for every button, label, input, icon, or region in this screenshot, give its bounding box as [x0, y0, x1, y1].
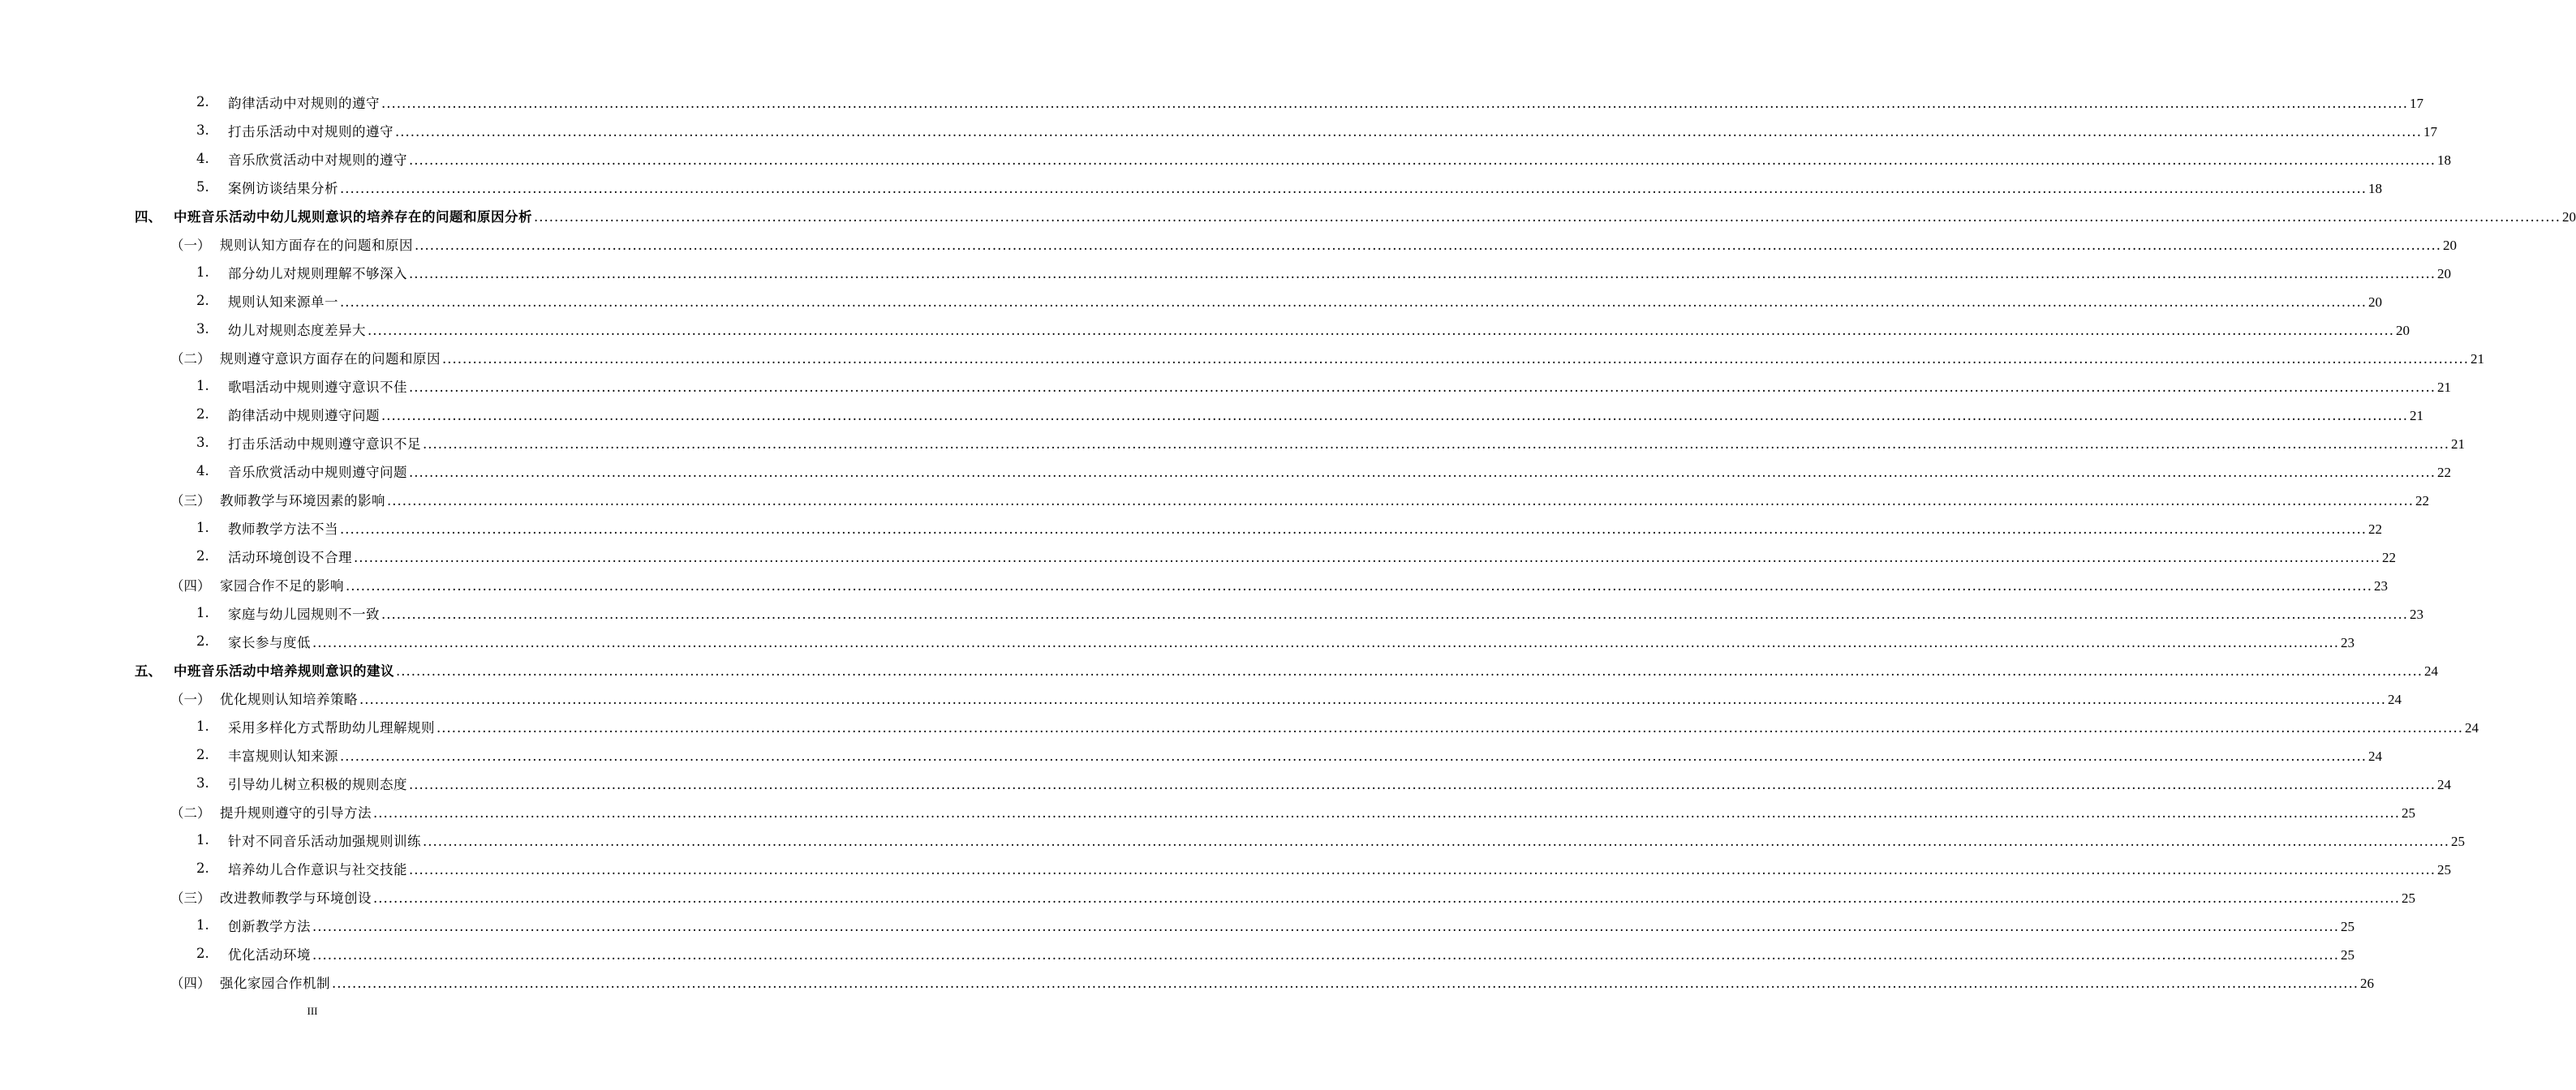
toc-dot-leader: ................................................................................................................................................................................................................................................................................................................................................................................................................ — [373, 890, 2400, 906]
toc-entry-page: 24 — [2436, 776, 2451, 792]
toc-entry-page: 22 — [2415, 492, 2429, 509]
toc-entry-title: 打击乐活动中规则遵守意识不足 — [228, 436, 421, 452]
toc-entry-page: 24 — [2423, 663, 2438, 679]
toc-dot-leader: ................................................................................................................................................................................................................................................................................................................................................................................................................ — [396, 663, 2423, 679]
toc-dot-leader: ................................................................................................................................................................................................................................................................................................................................................................................................................ — [340, 521, 2367, 537]
toc-entry-title: 家庭与幼儿园规则不一致 — [228, 606, 380, 622]
toc-entry-title: 幼儿对规则态度差异大 — [228, 322, 366, 338]
toc-dot-leader: ................................................................................................................................................................................................................................................................................................................................................................................................................ — [409, 265, 2436, 281]
toc-entry-page: 20 — [2395, 322, 2410, 338]
toc-entry-number: 2. — [196, 633, 209, 649]
toc-entry[interactable] — [0, 712, 2479, 740]
toc-dot-leader: ................................................................................................................................................................................................................................................................................................................................................................................................................ — [354, 549, 2380, 565]
toc-entry[interactable] — [0, 599, 2423, 627]
toc-entry-title: 针对不同音乐活动加强规则训练 — [228, 833, 421, 849]
toc-entry-title: 韵律活动中规则遵守问题 — [228, 407, 380, 423]
toc-entry-page: 24 — [2387, 691, 2402, 707]
toc-entry-title: 创新教学方法 — [228, 918, 311, 934]
toc-entry-page: 22 — [2367, 521, 2382, 537]
toc-entry-title: 打击乐活动中对规则的遵守 — [228, 123, 393, 139]
toc-entry[interactable] — [0, 513, 2382, 542]
toc-dot-leader: ................................................................................................................................................................................................................................................................................................................................................................................................................ — [395, 123, 2422, 139]
toc-entry[interactable] — [0, 173, 2382, 201]
toc-dot-leader: ................................................................................................................................................................................................................................................................................................................................................................................................................ — [437, 719, 2463, 736]
toc-entry-page: 26 — [2359, 975, 2374, 991]
toc-entry-page: 23 — [2409, 606, 2423, 622]
toc-entry-number: 1. — [196, 832, 209, 848]
toc-entry[interactable] — [0, 116, 2437, 144]
toc-entry-page: 18 — [2367, 180, 2382, 196]
toc-entry-title: 改进教师教学与环境创设 — [220, 890, 372, 906]
toc-entry[interactable] — [0, 343, 2484, 371]
toc-entry-title: 教师教学与环境因素的影响 — [220, 492, 385, 509]
toc-entry-title: 丰富规则认知来源 — [228, 748, 338, 764]
toc-entry-number: （三） — [170, 492, 211, 509]
toc-entry-page: 21 — [2436, 379, 2451, 395]
toc-entry-page: 25 — [2450, 833, 2465, 849]
toc-entry-page: 25 — [2340, 946, 2355, 963]
toc-entry[interactable] — [0, 201, 2576, 230]
toc-entry[interactable] — [0, 258, 2451, 286]
toc-entry-title: 音乐欣赏活动中对规则的遵守 — [228, 152, 407, 168]
toc-entry-page: 21 — [2450, 436, 2465, 452]
toc-dot-leader: ................................................................................................................................................................................................................................................................................................................................................................................................................ — [387, 492, 2414, 509]
page-number-footer: III — [307, 1005, 318, 1017]
toc-entry[interactable] — [0, 542, 2396, 570]
toc-entry-title: 培养幼儿合作意识与社交技能 — [228, 861, 407, 878]
toc-entry[interactable] — [0, 627, 2355, 655]
toc-entry-number: 2. — [196, 406, 209, 422]
toc-entry-number: 1. — [196, 605, 209, 620]
toc-entry-number: 4. — [196, 463, 209, 478]
toc-entry[interactable] — [0, 400, 2423, 428]
toc-dot-leader: ................................................................................................................................................................................................................................................................................................................................................................................................................ — [332, 975, 2359, 991]
toc-dot-leader: ................................................................................................................................................................................................................................................................................................................................................................................................................ — [423, 436, 2449, 452]
table-of-contents — [0, 88, 2576, 996]
toc-entry-page: 22 — [2436, 464, 2451, 480]
toc-entry-number: 2. — [196, 548, 209, 564]
toc-entry-page: 23 — [2340, 634, 2355, 650]
toc-entry-page: 21 — [2409, 407, 2423, 423]
toc-entry-page: 17 — [2423, 123, 2437, 139]
toc-entry-title: 家园合作不足的影响 — [220, 577, 344, 594]
toc-entry[interactable] — [0, 797, 2415, 826]
toc-dot-leader: ................................................................................................................................................................................................................................................................................................................................................................................................................ — [442, 350, 2469, 367]
toc-dot-leader: ................................................................................................................................................................................................................................................................................................................................................................................................................ — [409, 379, 2436, 395]
toc-dot-leader: ................................................................................................................................................................................................................................................................................................................................................................................................................ — [346, 577, 2372, 594]
toc-entry[interactable] — [0, 655, 2438, 684]
toc-entry-number: 3. — [196, 775, 209, 791]
toc-entry-page: 24 — [2367, 748, 2382, 764]
toc-entry-page: 25 — [2340, 918, 2355, 934]
toc-entry-title: 提升规则遵守的引导方法 — [220, 805, 372, 821]
toc-entry[interactable] — [0, 769, 2451, 797]
toc-entry-page: 20 — [2561, 208, 2576, 225]
toc-entry-number: 2. — [196, 94, 209, 109]
toc-dot-leader: ................................................................................................................................................................................................................................................................................................................................................................................................................ — [381, 95, 2408, 111]
toc-dot-leader: ................................................................................................................................................................................................................................................................................................................................................................................................................ — [312, 946, 2339, 963]
toc-entry-page: 25 — [2436, 861, 2451, 878]
toc-entry-title: 教师教学方法不当 — [228, 521, 338, 537]
toc-entry-number: 3. — [196, 435, 209, 450]
toc-dot-leader: ................................................................................................................................................................................................................................................................................................................................................................................................................ — [373, 805, 2400, 821]
toc-entry[interactable] — [0, 740, 2382, 769]
toc-entry[interactable] — [0, 315, 2410, 343]
toc-dot-leader: ................................................................................................................................................................................................................................................................................................................................................................................................................ — [340, 294, 2367, 310]
toc-entry-number: 1. — [196, 719, 209, 734]
toc-dot-leader: ................................................................................................................................................................................................................................................................................................................................................................................................................ — [359, 691, 2386, 707]
toc-entry[interactable] — [0, 684, 2402, 712]
toc-entry[interactable] — [0, 144, 2451, 173]
toc-entry[interactable] — [0, 371, 2451, 400]
toc-entry-title: 家长参与度低 — [228, 634, 311, 650]
toc-dot-leader: ................................................................................................................................................................................................................................................................................................................................................................................................................ — [381, 606, 2408, 622]
toc-dot-leader: ................................................................................................................................................................................................................................................................................................................................................................................................................ — [409, 776, 2436, 792]
toc-entry-number: （二） — [170, 805, 211, 821]
toc-entry-title: 中班音乐活动中幼儿规则意识的培养存在的问题和原因分析 — [174, 208, 532, 225]
toc-entry[interactable] — [0, 911, 2355, 939]
toc-entry[interactable] — [0, 882, 2415, 911]
toc-entry-title: 活动环境创设不合理 — [228, 549, 352, 565]
toc-entry-number: 1. — [196, 917, 209, 933]
toc-dot-leader: ................................................................................................................................................................................................................................................................................................................................................................................................................ — [381, 407, 2408, 423]
toc-dot-leader: ................................................................................................................................................................................................................................................................................................................................................................................................................ — [340, 180, 2367, 196]
toc-entry-title: 案例访谈结果分析 — [228, 180, 338, 196]
toc-entry-page: 24 — [2464, 719, 2479, 736]
toc-entry-number: 2. — [196, 946, 209, 961]
toc-entry-page: 23 — [2373, 577, 2388, 594]
toc-entry-number: （一） — [170, 237, 211, 253]
toc-entry-page: 25 — [2401, 890, 2415, 906]
toc-entry[interactable] — [0, 826, 2465, 854]
toc-entry[interactable] — [0, 854, 2451, 882]
toc-entry-title: 音乐欣赏活动中规则遵守问题 — [228, 464, 407, 480]
toc-entry[interactable] — [0, 570, 2388, 599]
toc-entry-title: 优化规则认知培养策略 — [220, 691, 358, 707]
toc-entry-number: 2. — [196, 747, 209, 762]
toc-entry[interactable] — [0, 939, 2355, 968]
toc-dot-leader: ................................................................................................................................................................................................................................................................................................................................................................................................................ — [312, 634, 2339, 650]
toc-entry-title: 歌唱活动中规则遵守意识不佳 — [228, 379, 407, 395]
toc-dot-leader: ................................................................................................................................................................................................................................................................................................................................................................................................................ — [423, 833, 2449, 849]
toc-dot-leader: ................................................................................................................................................................................................................................................................................................................................................................................................................ — [340, 748, 2367, 764]
toc-entry-title: 采用多样化方式帮助幼儿理解规则 — [228, 719, 435, 736]
toc-entry-number: 5. — [196, 179, 209, 195]
toc-entry-title: 规则认知来源单一 — [228, 294, 338, 310]
toc-dot-leader: ................................................................................................................................................................................................................................................................................................................................................................................................................ — [534, 208, 2561, 225]
toc-entry-page: 20 — [2367, 294, 2382, 310]
toc-dot-leader: ................................................................................................................................................................................................................................................................................................................................................................................................................ — [409, 861, 2436, 878]
toc-entry[interactable] — [0, 428, 2465, 457]
toc-entry[interactable] — [0, 286, 2382, 315]
toc-entry-title: 优化活动环境 — [228, 946, 311, 963]
toc-entry-page: 20 — [2442, 237, 2457, 253]
toc-entry-page: 18 — [2436, 152, 2451, 168]
toc-entry-number: 1. — [196, 264, 209, 280]
toc-entry-page: 25 — [2401, 805, 2415, 821]
toc-entry-title: 引导幼儿树立积极的规则态度 — [228, 776, 407, 792]
toc-entry-number: 3. — [196, 122, 209, 138]
toc-entry-title: 韵律活动中对规则的遵守 — [228, 95, 380, 111]
toc-entry-title: 规则遵守意识方面存在的问题和原因 — [220, 350, 441, 367]
toc-entry-number: （四） — [170, 577, 211, 594]
toc-entry[interactable] — [0, 457, 2451, 485]
toc-entry-page: 20 — [2436, 265, 2451, 281]
toc-entry-number: 1. — [196, 520, 209, 535]
toc-entry-page: 17 — [2409, 95, 2423, 111]
toc-entry-number: 1. — [196, 378, 209, 393]
toc-dot-leader: ................................................................................................................................................................................................................................................................................................................................................................................................................ — [409, 152, 2436, 168]
toc-entry-number: 四、 — [135, 208, 161, 225]
toc-entry-title: 中班音乐活动中培养规则意识的建议 — [174, 663, 394, 679]
toc-entry-title: 规则认知方面存在的问题和原因 — [220, 237, 413, 253]
toc-entry-title: 强化家园合作机制 — [220, 975, 330, 991]
toc-dot-leader: ................................................................................................................................................................................................................................................................................................................................................................................................................ — [312, 918, 2339, 934]
toc-entry-number: 2. — [196, 860, 209, 876]
toc-entry-number: 4. — [196, 151, 209, 166]
toc-entry-page: 22 — [2381, 549, 2396, 565]
toc-entry[interactable] — [0, 230, 2457, 258]
toc-entry-number: （二） — [170, 350, 211, 367]
toc-dot-leader: ................................................................................................................................................................................................................................................................................................................................................................................................................ — [415, 237, 2441, 253]
toc-entry[interactable] — [0, 88, 2423, 116]
toc-entry-title: 部分幼儿对规则理解不够深入 — [228, 265, 407, 281]
toc-entry-number: 2. — [196, 293, 209, 308]
toc-entry-page: 21 — [2470, 350, 2484, 367]
toc-entry[interactable] — [0, 968, 2374, 996]
toc-entry-number: 五、 — [135, 663, 161, 679]
toc-entry-number: （四） — [170, 975, 211, 991]
toc-dot-leader: ................................................................................................................................................................................................................................................................................................................................................................................................................ — [409, 464, 2436, 480]
toc-entry[interactable] — [0, 485, 2429, 513]
toc-dot-leader: ................................................................................................................................................................................................................................................................................................................................................................................................................ — [368, 322, 2394, 338]
toc-entry-number: （三） — [170, 890, 211, 906]
toc-entry-number: （一） — [170, 691, 211, 707]
toc-entry-number: 3. — [196, 321, 209, 337]
